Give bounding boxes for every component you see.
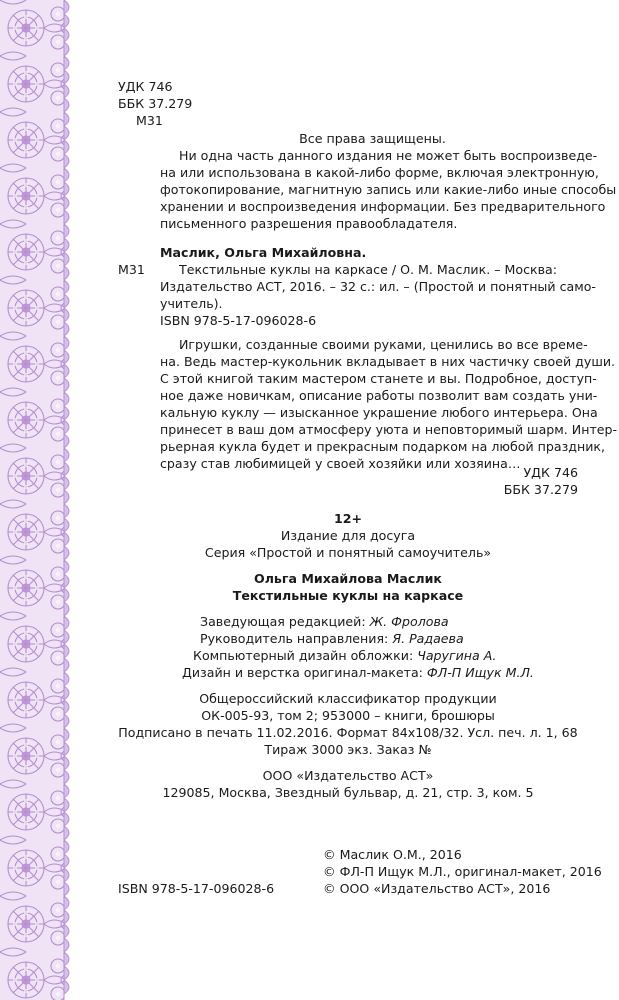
credit-role: Компьютерный дизайн обложки: bbox=[193, 648, 414, 663]
publisher-address: 129085, Москва, Звездный бульвар, д. 21, стр. 3, ком. 5 bbox=[162, 785, 534, 800]
lace-border-decoration bbox=[0, 0, 74, 1000]
annotation-line: ное даже новичкам, описание работы позволит вам создать уни- bbox=[160, 388, 598, 403]
publisher-name: ООО «Издательство АСТ» bbox=[262, 768, 434, 783]
credit-person: Я. Радаева bbox=[392, 631, 464, 646]
rights-text bbox=[160, 147, 617, 232]
annotation-bbk: ББК 37.279 bbox=[503, 482, 578, 497]
credit-role: Дизайн и верстка оригинал-макета: bbox=[182, 665, 423, 680]
credit-person: ФЛ-П Ищук М.Л. bbox=[426, 665, 534, 680]
print-details: Подписано в печать 11.02.2016. Формат 84x108/32. Усл. печ. л. 1, 68 bbox=[118, 725, 578, 740]
rights-title: Все права защищены. bbox=[299, 131, 446, 146]
age-rating: 12+ bbox=[333, 511, 363, 526]
annotation-udk: УДК 746 bbox=[523, 465, 578, 480]
annotation-line: С этой книгой таким мастером станете и вы. Подробное, доступ- bbox=[160, 371, 597, 386]
credit-role: Руководитель направления: bbox=[200, 631, 389, 646]
edition-title: Текстильные куклы на каркасе bbox=[232, 588, 464, 603]
classifier-line: ОК-005-93, том 2; 953000 – книги, брошюры bbox=[201, 708, 495, 723]
rights-line: на или использована в какой-либо форме, включая электронную, bbox=[160, 165, 599, 180]
copyright-line: © ФЛ-П Ищук М.Л., оригинал-макет, 2016 bbox=[323, 864, 602, 879]
rights-line: письменного разрешения правообладателя. bbox=[160, 216, 458, 231]
catalog-code: М31 bbox=[118, 262, 145, 277]
edition-type: Издание для досуга bbox=[280, 528, 416, 543]
catalog-isbn: ISBN 978-5-17-096028-6 bbox=[160, 313, 317, 328]
catalog-line: Текстильные куклы на каркасе / О. М. Маслик. – Москва: bbox=[179, 262, 558, 277]
annotation-line: кальную куклу — изысканное украшение любого интерьера. Она bbox=[160, 405, 598, 420]
credit-role: Заведующая редакцией: bbox=[200, 614, 366, 629]
rights-line: Ни одна часть данного издания не может быть воспроизведе- bbox=[179, 148, 598, 163]
footer-isbn: ISBN 978-5-17-096028-6 bbox=[118, 881, 275, 896]
credit-person: Ж. Фролова bbox=[369, 614, 449, 629]
copyright-line: © ООО «Издательство АСТ», 2016 bbox=[323, 881, 551, 896]
header-code: М31 bbox=[136, 113, 163, 128]
annotation-line: рьерная кукла будет и прекрасным подарком на любой праздник, bbox=[160, 439, 606, 454]
credit-layout bbox=[182, 664, 534, 681]
header-udk: УДК 746 bbox=[118, 79, 173, 94]
edition-author: Ольга Михайлова Маслик bbox=[254, 571, 442, 586]
series-name: Серия «Простой и понятный самоучитель» bbox=[204, 545, 492, 560]
annotation-text bbox=[160, 336, 618, 472]
annotation-line: сразу став любимицей у своей хозяйки или хозяина… bbox=[160, 456, 521, 471]
credit-director bbox=[200, 630, 464, 647]
rights-line: фотокопирование, магнитную запись или какие-либо иные способы bbox=[160, 182, 617, 197]
rights-line: хранении и воспроизведения информации. Без предварительного bbox=[160, 199, 606, 214]
annotation-line: на. Ведь мастер-кукольник вкладывает в них частичку своей души. bbox=[160, 354, 616, 369]
credit-cover-design bbox=[193, 647, 496, 664]
annotation-line: Игрушки, созданные своими руками, ценились во все време- bbox=[179, 337, 588, 352]
print-run: Тираж 3000 экз. Заказ № bbox=[264, 742, 432, 757]
classifier-line: Общероссийский классификатор продукции bbox=[199, 691, 497, 706]
catalog-line: Издательство АСТ, 2016. – 32 с.: ил. – (Простой и понятный само- bbox=[160, 279, 596, 294]
copyright-line: © Маслик О.М., 2016 bbox=[323, 847, 462, 862]
catalog-description bbox=[160, 261, 596, 312]
catalog-line: учитель). bbox=[160, 296, 223, 311]
header-bbk: ББК 37.279 bbox=[118, 96, 193, 111]
annotation-line: принесет в ваш дом атмосферу уюта и неповторимый шарм. Интер- bbox=[160, 422, 618, 437]
catalog-author: Маслик, Ольга Михайловна. bbox=[160, 245, 367, 260]
credit-editor bbox=[200, 613, 449, 630]
credit-person: Чаругина А. bbox=[417, 648, 497, 663]
